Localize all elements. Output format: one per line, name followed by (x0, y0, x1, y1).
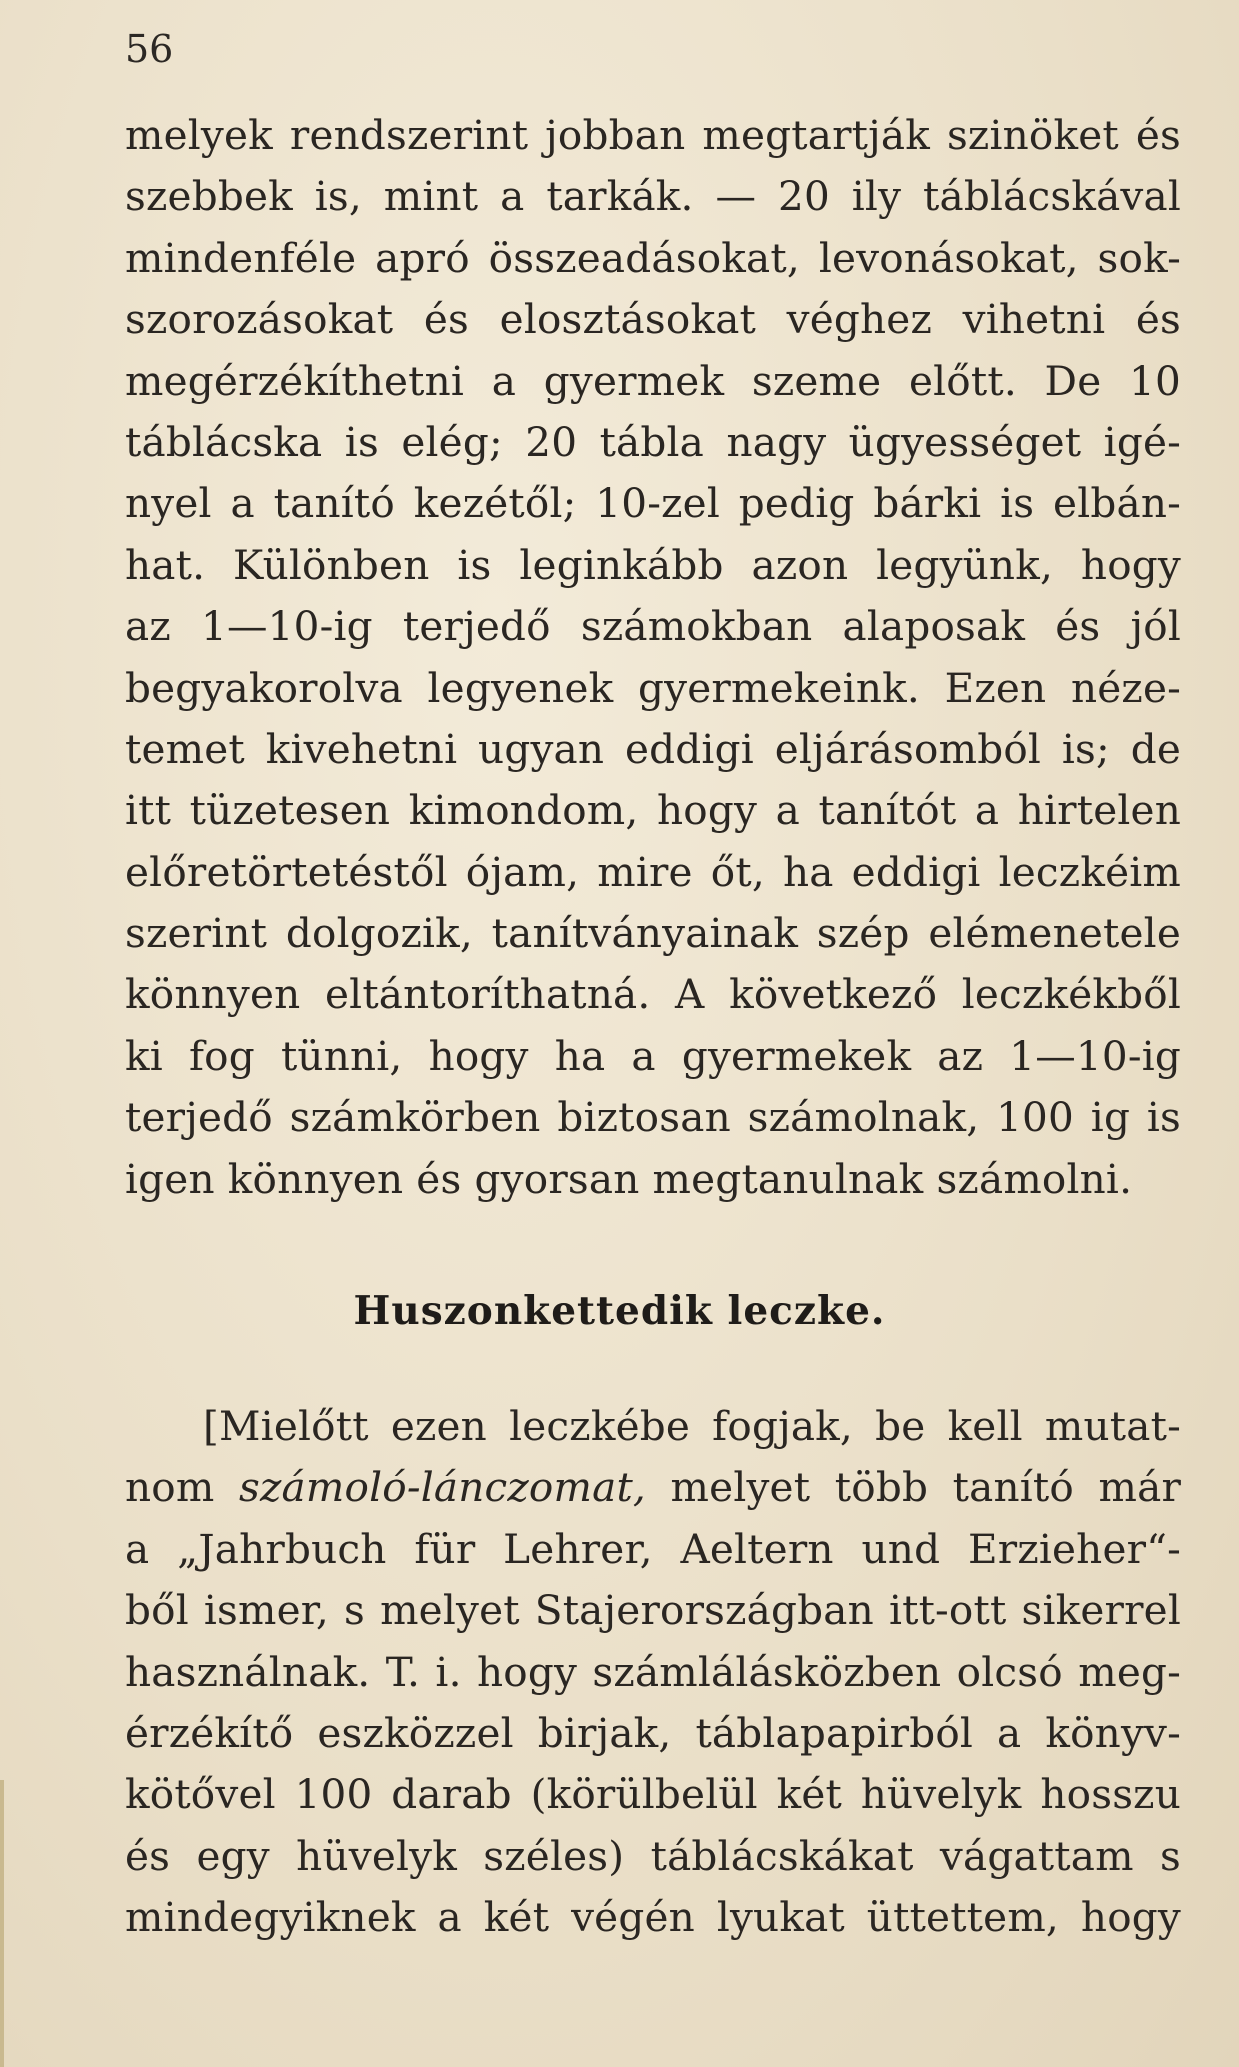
text-line: melyek rendszerint jobban megtartják szinöket és (125, 111, 1181, 159)
text-line: begyakorolva legyenek gyermekeink. Ezen néze- (125, 663, 1181, 712)
italic-term: számoló-lánczomat, (239, 1463, 646, 1512)
text-line: itt tüzetesen kimondom, hogy a tanítót a hirtelen (125, 786, 1181, 835)
text-line: ki fog tünni, hogy ha a gyermekek az 1—10-ig (125, 1031, 1181, 1080)
text-line: mindenféle apró összeadásokat, levonásokat, sok- (125, 233, 1181, 282)
text-line: érzékítő eszközzel birjak, táblapapirból a könyv- (125, 1708, 1181, 1757)
text-line (125, 1457, 1181, 1518)
text-line: ből ismer, s melyet Stajerországban itt-ott sikerrel (125, 1586, 1181, 1635)
text-line: szorozásokat és elosztásokat véghez vihetni és (125, 295, 1181, 344)
text-line: mindegyiknek a két végén lyukat üttettem, hogy (125, 1893, 1181, 1942)
paragraph-1 (125, 105, 1181, 1210)
text-line: igen könnyen és gyorsan megtanulnak számolni. (125, 1154, 1133, 1203)
text-line: használnak. T. i. hogy számlálásközben olcsó meg- (125, 1647, 1181, 1696)
text-line: előretörtetéstől ójam, mire őt, ha eddigi leczkéim (125, 847, 1181, 896)
text-line: szebbek is, mint a tarkák. — 20 ily táblácskával (125, 172, 1181, 221)
page-number: 56 (125, 27, 174, 71)
text-fragment: nom (125, 1463, 240, 1512)
text-line: könnyen eltántoríthatná. A következő leczkékből (125, 970, 1181, 1019)
text-line: táblácska is elég; 20 tábla nagy ügyességet igé- (125, 417, 1181, 466)
text-line: az 1—10-ig terjedő számokban alaposak és jól (125, 602, 1181, 651)
text-line: és egy hüvelyk széles) táblácskákat vágattam s (125, 1831, 1181, 1880)
page-edge-mark (0, 1780, 4, 2067)
text-fragment: melyet több tanító már (646, 1463, 1182, 1512)
text-line: kötővel 100 darab (körülbelül két hüvelyk hosszu (125, 1770, 1181, 1819)
text-line: temet kivehetni ugyan eddigi eljárásomból is; de (125, 724, 1181, 773)
lesson-heading: Huszonkettedik leczke. (353, 1288, 886, 1334)
text-line: nyel a tanító kezétől; 10-zel pedig bárki is elbán- (125, 479, 1181, 528)
text-line: terjedő számkörben biztosan számolnak, 100 ig is (125, 1093, 1181, 1142)
paragraph-2 (125, 1396, 1181, 1949)
text-line: a „Jahrbuch für Lehrer, Aeltern und Erzieher“- (125, 1524, 1181, 1573)
text-line: hat. Különben is leginkább azon legyünk, hogy (125, 540, 1181, 589)
text-line: megérzékíthetni a gyermek szeme előtt. De 10 (125, 356, 1181, 405)
text-line: [Mielőtt ezen leczkébe fogjak, be kell mutat- (203, 1402, 1181, 1450)
text-line: szerint dolgozik, tanítványainak szép elémenetele (125, 909, 1181, 958)
